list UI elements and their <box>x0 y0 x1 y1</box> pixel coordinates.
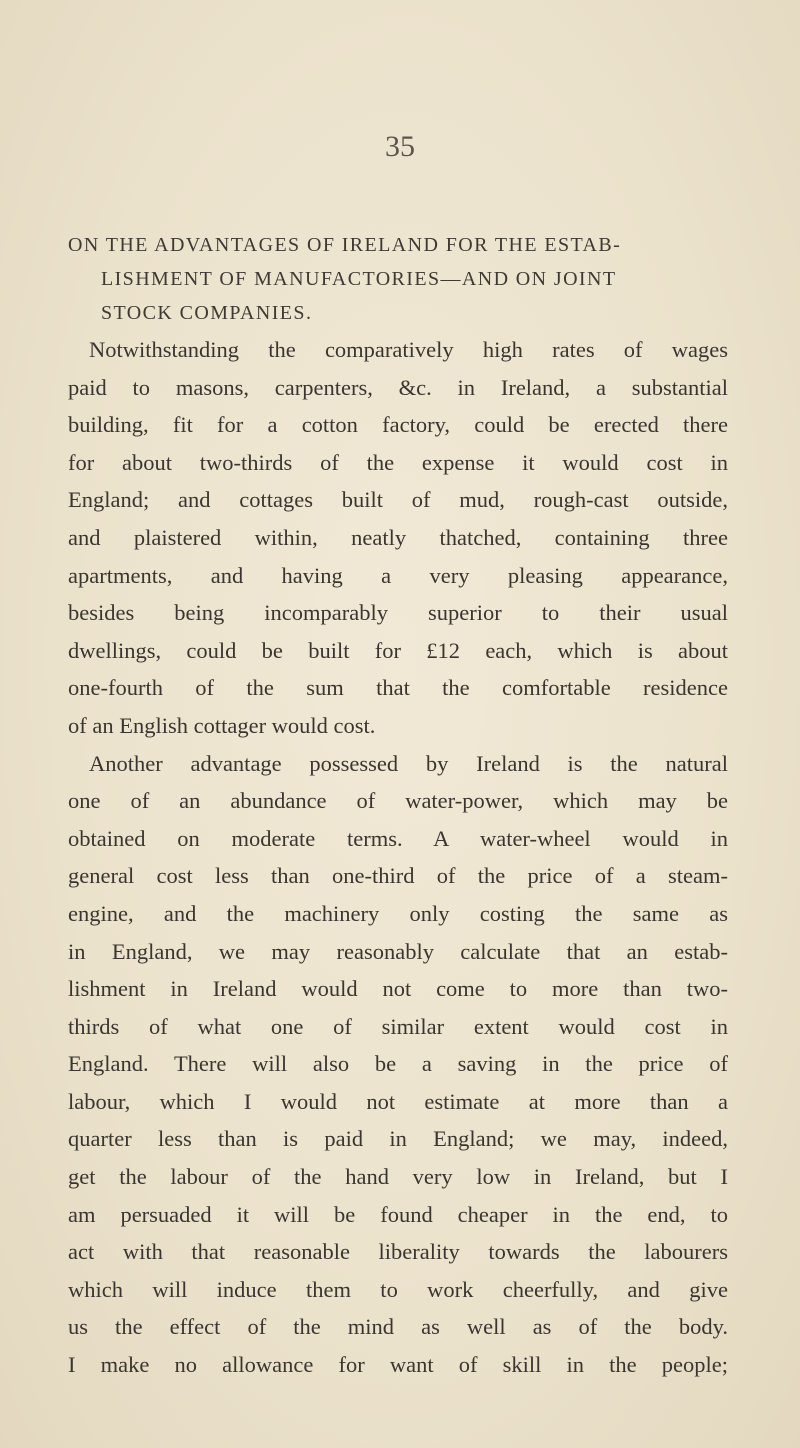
text-line: which will induce them to work cheerfully, and give <box>68 1276 728 1302</box>
text-line: England. There will also be a saving in the price of <box>68 1051 728 1077</box>
text-line: quarter less than is paid in England; we may, indeed, <box>68 1126 728 1152</box>
text-line: apartments, and having a very pleasing appearance, <box>68 562 728 588</box>
text-line: am persuaded it will be found cheaper in the end, to <box>68 1201 728 1227</box>
text-line: one-fourth of the sum that the comfortable residence <box>68 675 728 701</box>
paragraph-1 <box>68 331 728 745</box>
text-line: of an English cottager would cost. <box>68 712 376 738</box>
text-line: besides being incomparably superior to their usual <box>68 600 728 626</box>
heading-line: LISHMENT OF MANUFACTORIES—AND ON JOINT <box>101 268 617 290</box>
text-line: get the labour of the hand very low in Ireland, but I <box>68 1164 728 1190</box>
text-line: labour, which I would not estimate at more than a <box>68 1088 728 1114</box>
text-line: lishment in Ireland would not come to more than two- <box>68 976 728 1002</box>
body-text <box>68 331 728 1384</box>
text-line: act with that reasonable liberality towards the labourers <box>68 1239 728 1265</box>
text-line: obtained on moderate terms. A water-wheel would in <box>68 825 728 851</box>
page-number: 35 <box>385 130 415 163</box>
heading-line: STOCK COMPANIES. <box>101 302 313 324</box>
heading-line: ON THE ADVANTAGES OF IRELAND FOR THE ESTAB- <box>68 234 622 256</box>
text-line: us the effect of the mind as well as of the body. <box>68 1314 728 1340</box>
text-line: engine, and the machinery only costing the same as <box>68 900 728 926</box>
text-line: Notwithstanding the comparatively high rates of wages <box>89 337 728 362</box>
text-line: I make no allowance for want of skill in the people; <box>68 1352 728 1378</box>
text-line: for about two-thirds of the expense it would cost in <box>68 449 728 475</box>
text-line: thirds of what one of similar extent would cost in <box>68 1013 728 1039</box>
text-line: and plaistered within, neatly thatched, containing three <box>68 524 728 550</box>
text-line: in England, we may reasonably calculate that an estab- <box>68 938 728 964</box>
text-line: Another advantage possessed by Ireland is the natural <box>89 750 728 776</box>
text-line: dwellings, could be built for £12 each, which is about <box>68 637 728 663</box>
chapter-heading <box>68 228 728 330</box>
paragraph-2 <box>68 745 728 1384</box>
text-line: general cost less than one-third of the price of a steam- <box>68 863 728 889</box>
text-line: England; and cottages built of mud, rough-cast outside, <box>68 487 728 513</box>
text-line: one of an abundance of water-power, which may be <box>68 788 728 814</box>
text-line: building, fit for a cotton factory, could be erected there <box>68 412 728 438</box>
text-line: paid to masons, carpenters, &c. in Ireland, a substantial <box>68 374 728 400</box>
